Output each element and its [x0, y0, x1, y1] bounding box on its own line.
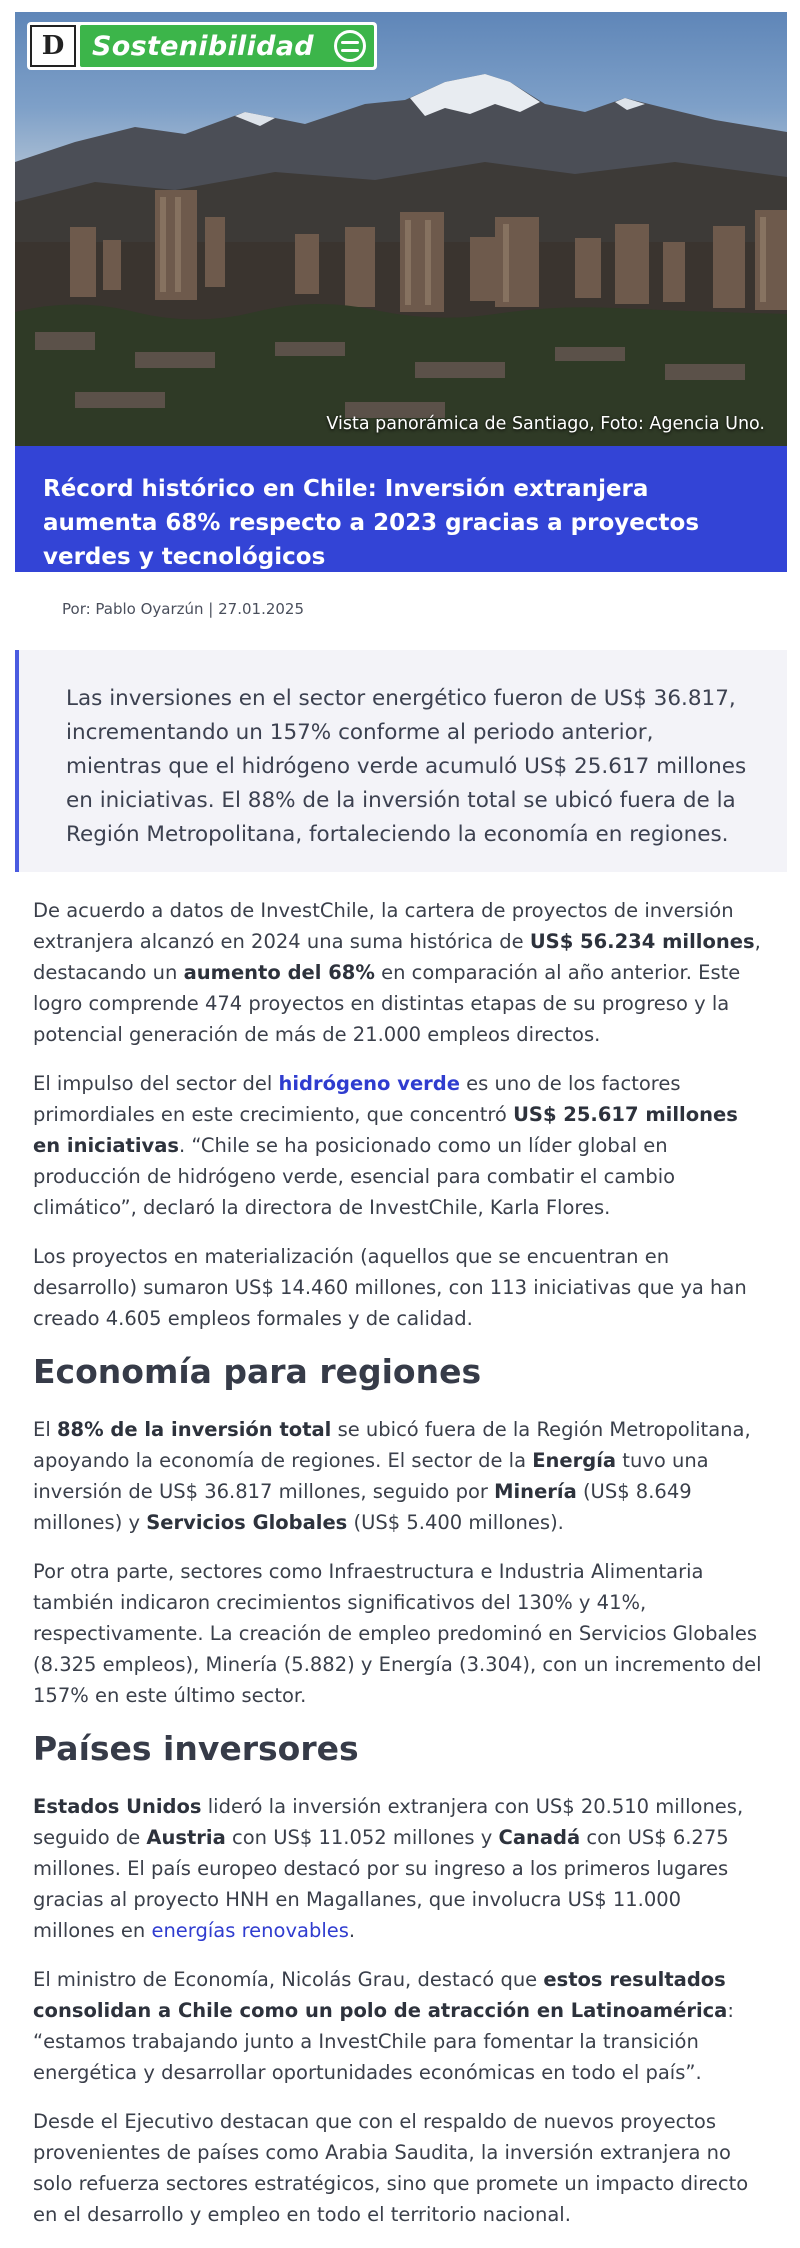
- sustainability-emblem-icon: [334, 30, 366, 62]
- bold-text: 88% de la inversión total: [56, 1418, 332, 1441]
- hero-photo: [15, 12, 787, 446]
- section-label: Sostenibilidad: [92, 30, 314, 62]
- text: : “estamos trabajando junto a InvestChile para fomentar la transición energética y desarrollar oportunidades económicas en todo el país”.: [33, 1999, 734, 2084]
- diario-d-logo-icon: D: [30, 25, 76, 67]
- text: . “Chile se ha posicionado como un líder global en producción de hidrógeno verde, esencial para combatir el cambio climático”, declaró la directora de InvestChile, Karla Flores.: [33, 1134, 676, 1219]
- text: El ministro de Economía, Nicolás Grau, destacó que: [33, 1968, 544, 1991]
- text: se ubicó fuera de la Región Metropolitana, apoyando la economía de regiones. El sector de la: [33, 1418, 751, 1472]
- bold-text: US$ 56.234 millones: [529, 930, 755, 953]
- paragraph: Los proyectos en materialización (aquellos que se encuentran en desarrollo) sumaron US$ 14.460 millones, con 113 iniciativas que ya han creado 4.605 empleos formales y de calidad.: [33, 1245, 747, 1330]
- text: El: [33, 1418, 57, 1441]
- bold-text: Energía: [532, 1449, 617, 1472]
- text: De acuerdo a datos de InvestChile, la cartera de proyectos de inversión extranjera alcanzó en 2024 una suma histórica de: [33, 899, 734, 953]
- text: tuvo una inversión de US$ 36.817 millones, seguido por: [33, 1449, 709, 1503]
- article-byline: Por: Pablo Oyarzún | 27.01.2025: [62, 600, 305, 618]
- text: con US$ 11.052 millones y: [225, 1826, 499, 1849]
- bold-text: Austria: [146, 1826, 226, 1849]
- article-title-box: [15, 446, 787, 572]
- bold-text: estos resultados consolidan a Chile como un polo de atracción en Latinoamérica: [33, 1968, 728, 2022]
- bold-text: Minería: [494, 1480, 577, 1503]
- bold-text: US$ 25.617 millones en iniciativas: [33, 1103, 738, 1157]
- paragraph: [33, 1964, 768, 2088]
- text: en comparación al año anterior. Este logro comprende 474 proyectos en distintas etapas de su progreso y la potencial generación de más de 21.000 empleos directos.: [33, 961, 741, 1046]
- paragraph: [33, 1791, 768, 1946]
- bold-text: Estados Unidos: [33, 1795, 202, 1818]
- energias-renovables-link[interactable]: energías renovables: [151, 1919, 349, 1942]
- bold-text: Canadá: [498, 1826, 581, 1849]
- section-heading-paises: Países inversores: [33, 1729, 359, 1768]
- photo-caption: Vista panorámica de Santiago, Foto: Agencia Uno.: [326, 414, 765, 434]
- text: con US$ 6.275 millones. El país europeo destacó por su ingreso a los primeros lugares gracias al proyecto HNH en Magallanes, que involucra US$ 11.000 millones en: [33, 1826, 729, 1942]
- text: .: [348, 1919, 356, 1942]
- article-body: [33, 895, 768, 2248]
- text: es uno de los factores primordiales en este crecimiento, que concentró: [33, 1072, 681, 1126]
- santiago-panorama-image: [15, 12, 787, 446]
- article-lead: [15, 650, 787, 872]
- article-title: Récord histórico en Chile: Inversión extranjera aumenta 68% respecto a 2023 gracias a proyectos verdes y tecnológicos: [43, 476, 700, 570]
- site-logo[interactable]: [27, 22, 377, 70]
- text: El impulso del sector del: [33, 1072, 279, 1095]
- paragraph: [33, 895, 768, 1050]
- text: (US$ 5.400 millones).: [347, 1511, 564, 1534]
- bold-text: aumento del 68%: [183, 961, 375, 984]
- paragraph: [33, 1068, 768, 1223]
- text: lideró la inversión extranjera con US$ 20.510 millones, seguido de: [33, 1795, 744, 1849]
- text: , destacando un: [33, 930, 761, 984]
- section-heading-regiones: Economía para regiones: [33, 1352, 482, 1391]
- paragraph: Desde el Ejecutivo destacan que con el respaldo de nuevos proyectos provenientes de países como Arabia Saudita, la inversión extranjera no solo refuerza sectores estratégicos, sino que promete un impacto directo en el desarrollo y empleo en todo el territorio nacional.: [33, 2110, 749, 2226]
- lead-text: Las inversiones en el sector energético fueron de US$ 36.817, incrementando un 157% conforme al periodo anterior, mientras que el hidrógeno verde acumuló US$ 25.617 millones en iniciativas. El 88% de la inversión total se ubicó fuera de la Región Metropolitana, fortaleciendo la economía en regiones.: [66, 686, 747, 847]
- paragraph: Por otra parte, sectores como Infraestructura e Industria Alimentaria también indicaron crecimientos significativos del 130% y 41%, respectivamente. La creación de empleo predominó en Servicios Globales (8.325 empleos), Minería (5.882) y Energía (3.304), con un incremento del 157% en este último sector.: [33, 1560, 762, 1707]
- paragraph: [33, 1414, 768, 1538]
- bold-text: Servicios Globales: [146, 1511, 348, 1534]
- text: (US$ 8.649 millones) y: [33, 1480, 692, 1534]
- section-label-badge: [80, 25, 374, 67]
- hidrogeno-verde-link[interactable]: hidrógeno verde: [278, 1072, 460, 1095]
